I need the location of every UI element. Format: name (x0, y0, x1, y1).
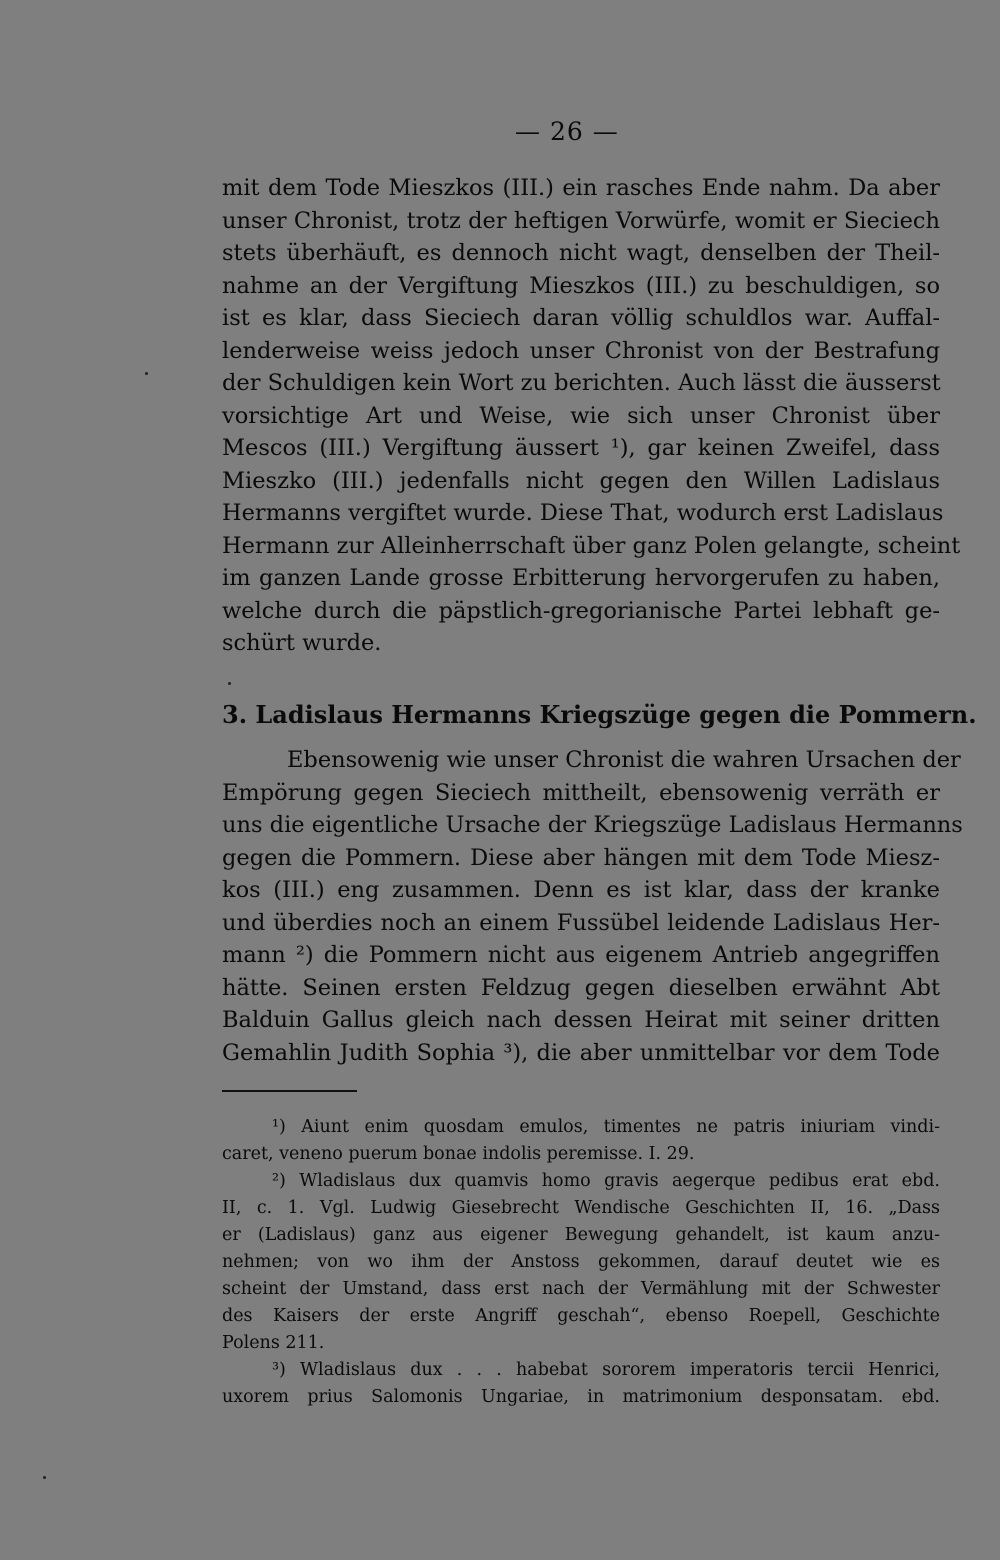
text-line: der Schuldigen kein Wort zu berichten. Auch lässt die äusserst (222, 370, 941, 396)
footnote-line: scheint der Umstand, dass erst nach der Vermählung mit der Schwester (222, 1279, 940, 1299)
footnote-divider (222, 1090, 357, 1092)
text-line: uns die eigentliche Ursache der Kriegszüge Ladislaus Hermanns (222, 812, 963, 838)
footnote-line: ¹) Aiunt enim quosdam emulos, timentes ne patris iniuriam vindi- (272, 1117, 940, 1137)
footnote-line: ³) Wladislaus dux . . . habebat sororem imperatoris tercii Henrici, (272, 1360, 940, 1380)
footnote-line: ²) Wladislaus dux quamvis homo gravis aegerque pedibus erat ebd. (272, 1171, 940, 1191)
scan-speck (43, 1476, 46, 1479)
text-line: Empörung gegen Sieciech mittheilt, ebensowenig verräth er (222, 779, 940, 806)
text-line: kos (III.) eng zusammen. Denn es ist klar, dass der kranke (222, 877, 940, 903)
footnote-line: nehmen; von wo ihm der Anstoss gekommen, darauf deutet wie es (222, 1252, 940, 1272)
scan-speck (145, 372, 148, 375)
section-heading: 3. Ladislaus Hermanns Kriegszüge gegen die Pommern. (222, 700, 977, 729)
text-line: Hermanns vergiftet wurde. Diese That, wodurch erst Ladislaus (222, 500, 944, 526)
text-line: im ganzen Lande grosse Erbitterung hervorgerufen zu haben, (222, 565, 940, 591)
text-line: vorsichtige Art und Weise, wie sich unser Chronist über (222, 402, 940, 429)
text-line: nahme an der Vergiftung Mieszkos (III.) zu beschuldigen, so (222, 272, 940, 299)
text-line: Mieszko (III.) jedenfalls nicht gegen den Willen Ladislaus (222, 467, 940, 494)
footnote-line: uxorem prius Salomonis Ungariae, in matrimonium desponsatam. ebd. (222, 1387, 940, 1407)
page-number: — 26 — (515, 117, 619, 146)
text-line: Hermann zur Alleinherrschaft über ganz Polen gelangte, scheint (222, 532, 961, 559)
footnote-line: II, c. 1. Vgl. Ludwig Giesebrecht Wendische Geschichten II, 16. „Dass (222, 1198, 940, 1218)
text-line: schürt wurde. (222, 630, 382, 656)
text-line: lenderweise weiss jedoch unser Chronist von der Bestrafung (222, 337, 940, 364)
text-line: und überdies noch an einem Fussübel leidende Ladislaus Her- (222, 909, 940, 936)
text-line: welche durch die päpstlich-gregorianische Partei lebhaft ge- (222, 597, 940, 624)
footnote-line: des Kaisers der erste Angriff geschah“, ebenso Roepell, Geschichte (222, 1306, 940, 1326)
text-line: gegen die Pommern. Diese aber hängen mit dem Tode Miesz- (222, 844, 940, 871)
scan-speck (228, 682, 231, 685)
text-line: ist es klar, dass Sieciech daran völlig schuldlos war. Auffal- (222, 305, 940, 331)
text-line: mit dem Tode Mieszkos (III.) ein rasches Ende nahm. Da aber (222, 175, 940, 201)
footnote-line: Polens 211. (222, 1333, 325, 1353)
text-line: Balduin Gallus gleich nach dessen Heirat mit seiner dritten (222, 1007, 940, 1033)
footnote-line: er (Ladislaus) ganz aus eigener Bewegung gehandelt, ist kaum anzu- (222, 1225, 940, 1245)
text-line: stets überhäuft, es dennoch nicht wagt, denselben der Theil- (222, 240, 940, 266)
text-line: hätte. Seinen ersten Feldzug gegen dieselben erwähnt Abt (222, 974, 940, 1001)
text-line: mann ²) die Pommern nicht aus eigenem Antrieb angegriffen (222, 942, 940, 968)
text-line: Mescos (III.) Vergiftung äussert ¹), gar keinen Zweifel, dass (222, 435, 940, 461)
footnote-line: caret, veneno puerum bonae indolis peremisse. I. 29. (222, 1144, 695, 1164)
text-line: Gemahlin Judith Sophia ³), die aber unmittelbar vor dem Tode (222, 1039, 940, 1066)
text-line: Ebensowenig wie unser Chronist die wahren Ursachen der (287, 747, 961, 773)
text-line: unser Chronist, trotz der heftigen Vorwürfe, womit er Sieciech (222, 207, 940, 234)
